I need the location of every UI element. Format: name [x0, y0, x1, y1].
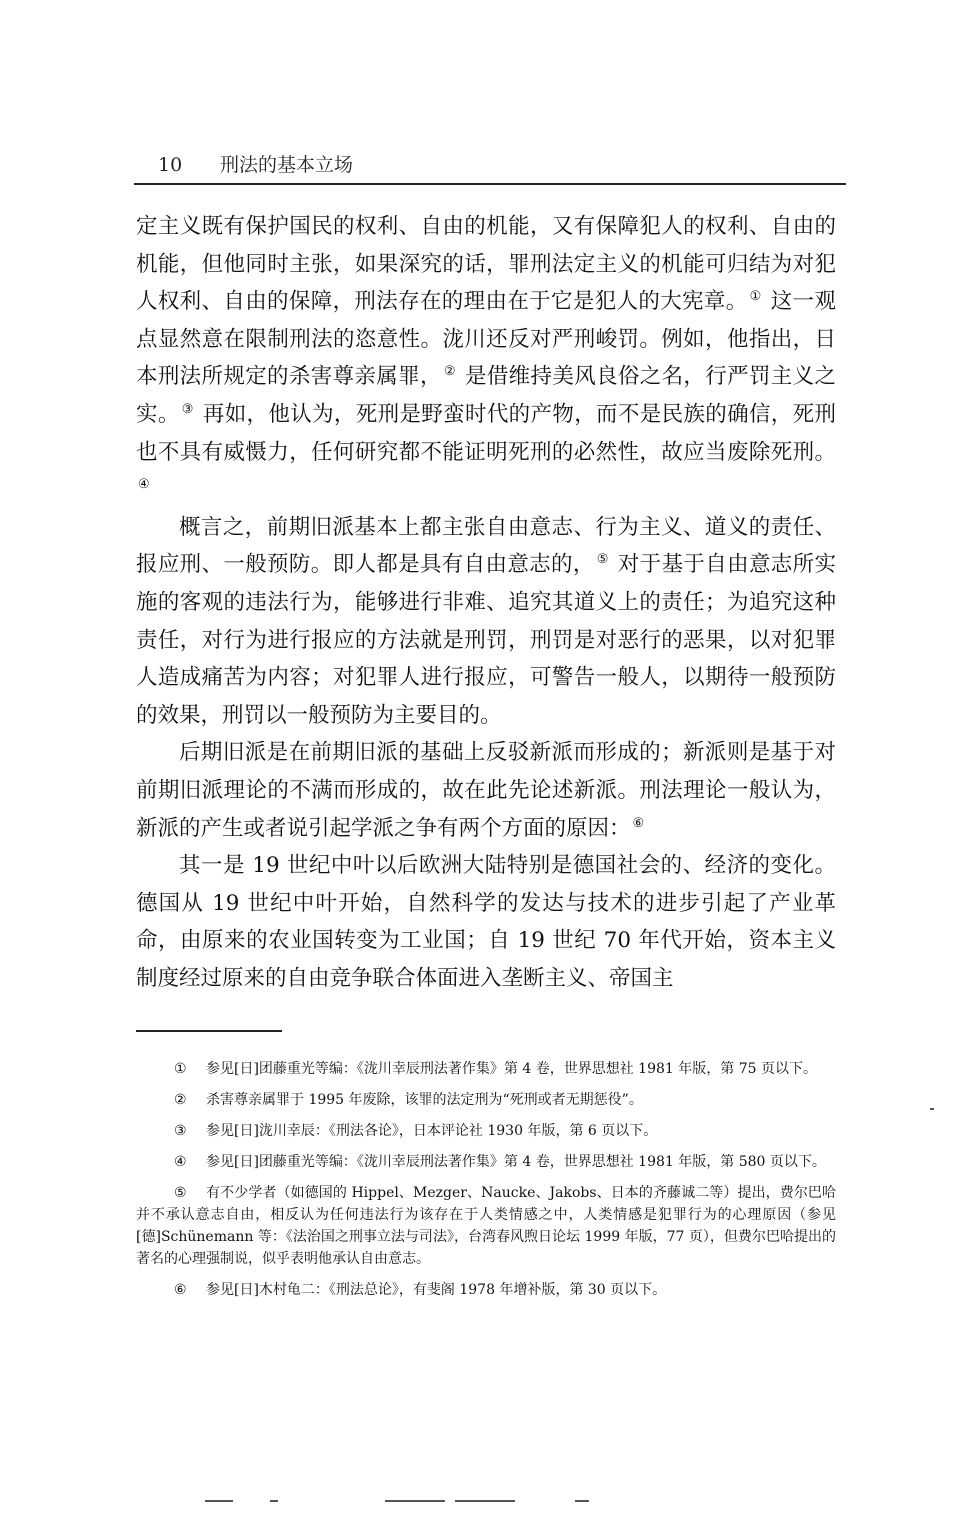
- text-run: 是借维持美风良俗之名，行严罚主义之实。: [136, 364, 836, 427]
- footnote-4: [136, 1151, 836, 1173]
- footnote-text: 参见[日]团藤重光等编：《泷川幸辰刑法著作集》第 4 卷，世界思想社 1981 年版，第 580 页以下。: [206, 1154, 826, 1170]
- footnote-text: 参见[日]泷川幸辰：《刑法各论》，日本评论社 1930 年版，第 6 页以下。: [206, 1123, 658, 1139]
- footnote-rule: [136, 1030, 282, 1032]
- scan-artifact: [575, 1500, 589, 1502]
- footnote-text: 参见[日]团藤重光等编：《泷川幸辰刑法著作集》第 4 卷，世界思想社 1981 年版，第 75 页以下。: [206, 1061, 817, 1077]
- footnote-mark: ⑤: [174, 1185, 187, 1201]
- footnote-ref-1[interactable]: ①: [749, 289, 762, 305]
- text-run: 后期旧派是在前期旧派的基础上反驳新派而形成的；新派则是基于对前期旧派理论的不满而形成的，故在此先论述新派。刑法理论一般认为，新派的产生或者说引起学派之争有两个方面的原因：: [136, 740, 836, 841]
- paragraph-4: [136, 847, 836, 997]
- footnote-text: 杀害尊亲属罪于 1995 年废除，该罪的法定刑为“死刑或者无期惩役”。: [206, 1092, 643, 1108]
- footnote-3: [136, 1120, 836, 1142]
- footnote-ref-2[interactable]: ②: [443, 364, 456, 380]
- footnote-2: [136, 1089, 836, 1111]
- text-run: 这一观点显然意在限制刑法的恣意性。泷川还反对严刑峻罚。例如，他指出，日本刑法所规定的杀害尊亲属罪，: [136, 289, 836, 390]
- footnote-ref-3[interactable]: ③: [181, 401, 194, 417]
- text-run: 定主义既有保护国民的权利、自由的机能，又有保障犯人的权利、自由的机能，但他同时主张，如果深究的话，罪刑法定主义的机能可归结为对犯人权利、自由的保障，刑法存在的理由在于它是犯人的大宪章。: [136, 214, 836, 315]
- page-number: 10: [158, 154, 183, 176]
- footnote-text: 有不少学者（如德国的 Hippel、Mezger、Naucke、Jakobs、日本的齐藤诚二等）提出，费尔巴哈并不承认意志自由，相反认为任何违法行为该存在于人类情感之中，人类情感是犯罪行为的心理原因（参见[德]Schünemann 等：《法治国之刑事立法与司法》，台湾春风煦日论坛 1999 年版，77 页），但费尔巴哈提出的著名的心理强制说，似乎表明他承认自由意志。: [136, 1185, 836, 1267]
- scan-artifact: [385, 1500, 445, 1502]
- paragraph-1: [136, 208, 836, 509]
- text-run: 对于基于自由意志所实施的客观的违法行为，能够进行非难、追究其道义上的责任；为追究这种责任，对行为进行报应的方法就是刑罚，刑罚是对恶行的恶果，以对犯罪人造成痛苦为内容；对犯罪人进行报应，可警告一般人，以期待一般预防的效果，刑罚以一般预防为主要目的。: [136, 552, 836, 728]
- footnote-ref-5[interactable]: ⑤: [596, 552, 609, 568]
- footnote-text: 参见[日]木村龟二：《刑法总论》，有斐阁 1978 年增补版，第 30 页以下。: [206, 1282, 667, 1298]
- footnote-mark: ⑥: [174, 1282, 187, 1298]
- text-run: 其一是 19 世纪中叶以后欧洲大陆特别是德国社会的、经济的变化。德国从 19 世纪中叶开始，自然科学的发达与技术的进步引起了产业革命，由原来的农业国转变为工业国；自 19 世纪 70 年代开始，资本主义制度经过原来的自由竞争联合体面进入垄断主义、帝国主: [136, 853, 836, 991]
- footnote-6: [136, 1279, 836, 1301]
- text-run: 再如，他认为，死刑是野蛮时代的产物，而不是民族的确信，死刑也不具有威慑力，任何研究都不能证明死刑的必然性，故应当废除死刑。: [136, 401, 836, 465]
- header-rule: [134, 183, 846, 185]
- footnote-mark: ③: [174, 1123, 187, 1139]
- main-text: [136, 208, 836, 997]
- paragraph-2: [136, 509, 836, 735]
- book-title: 刑法的基本立场: [220, 154, 354, 176]
- footnote-5: [136, 1182, 836, 1270]
- footnotes: [136, 1058, 836, 1310]
- footnote-1: [136, 1058, 836, 1080]
- text-run: 概言之，前期旧派基本上都主张自由意志、行为主义、道义的责任、报应刑、一般预防。即人都是具有自由意志的，: [136, 514, 836, 578]
- running-header: [136, 150, 846, 180]
- footnote-mark: ①: [174, 1061, 187, 1077]
- paragraph-3: [136, 734, 836, 847]
- footnote-mark: ②: [174, 1092, 187, 1108]
- scan-artifact: [930, 1108, 934, 1110]
- footnote-ref-4[interactable]: ④: [138, 477, 150, 493]
- footnote-ref-6[interactable]: ⑥: [632, 815, 645, 831]
- footnote-mark: ④: [174, 1154, 187, 1170]
- scan-artifact: [205, 1500, 233, 1502]
- scan-artifact: [455, 1500, 515, 1502]
- scan-artifact: [270, 1500, 278, 1502]
